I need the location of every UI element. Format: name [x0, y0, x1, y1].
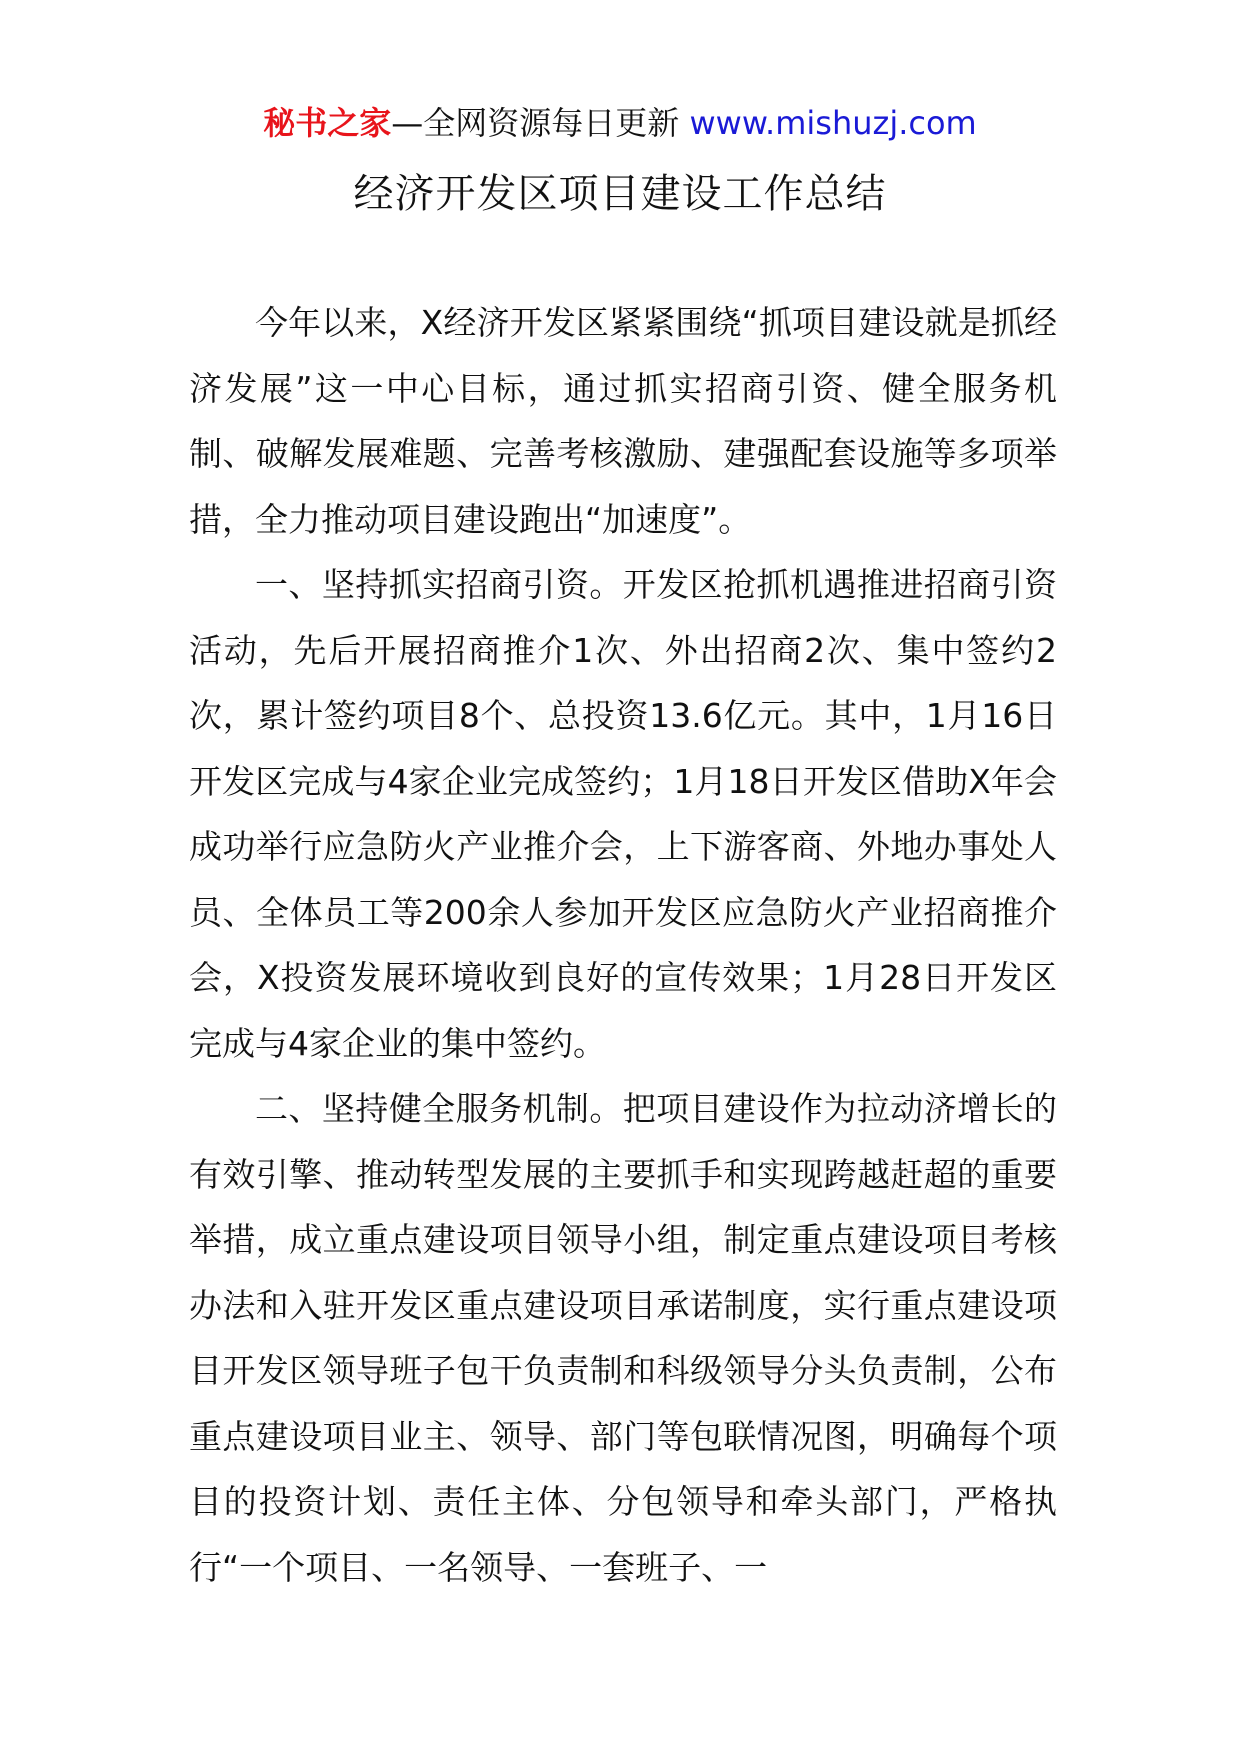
- site-url-link[interactable]: www.mishuzj.com: [689, 104, 977, 142]
- document-body: [189, 290, 1057, 1600]
- paragraph-intro: 今年以来，X经济开发区紧紧围绕“抓项目建设就是抓经济发展”这一中心目标，通过抓实招商引资、健全服务机制、破解发展难题、完善考核激励、建强配套设施等多项举措，全力推动项目建设跑出“加速度”。: [189, 303, 1057, 539]
- paragraph-section-1: 一、坚持抓实招商引资。开发区抢抓机遇推进招商引资活动，先后开展招商推介1次、外出招商2次、集中签约2次，累计签约项目8个、总投资13.6亿元。其中，1月16日开发区完成与4家企业完成签约；1月18日开发区借助X年会成功举行应急防火产业推介会，上下游客商、外地办事处人员、全体员工等200余人参加开发区应急防火产业招商推介会，X投资发展环境收到良好的宣传效果；1月28日开发区完成与4家企业的集中签约。: [189, 565, 1057, 1063]
- paragraph-section-2: 二、坚持健全服务机制。把项目建设作为拉动济增长的有效引擎、推动转型发展的主要抓手和实现跨越赶超的重要举措，成立重点建设项目领导小组，制定重点建设项目考核办法和入驻开发区重点建设项目承诺制度，实行重点建设项目开发区领导班子包干负责制和科级领导分头负责制，公布重点建设项目业主、领导、部门等包联情况图，明确每个项目的投资计划、责任主体、分包领导和牵头部门，严格执行“一个项目、一名领导、一套班子、一: [189, 1089, 1057, 1587]
- header-slogan: —全网资源每日更新: [391, 104, 690, 142]
- brand-name: 秘书之家: [263, 104, 392, 142]
- document-title: 经济开发区项目建设工作总结: [353, 171, 887, 217]
- site-header: [0, 101, 1240, 145]
